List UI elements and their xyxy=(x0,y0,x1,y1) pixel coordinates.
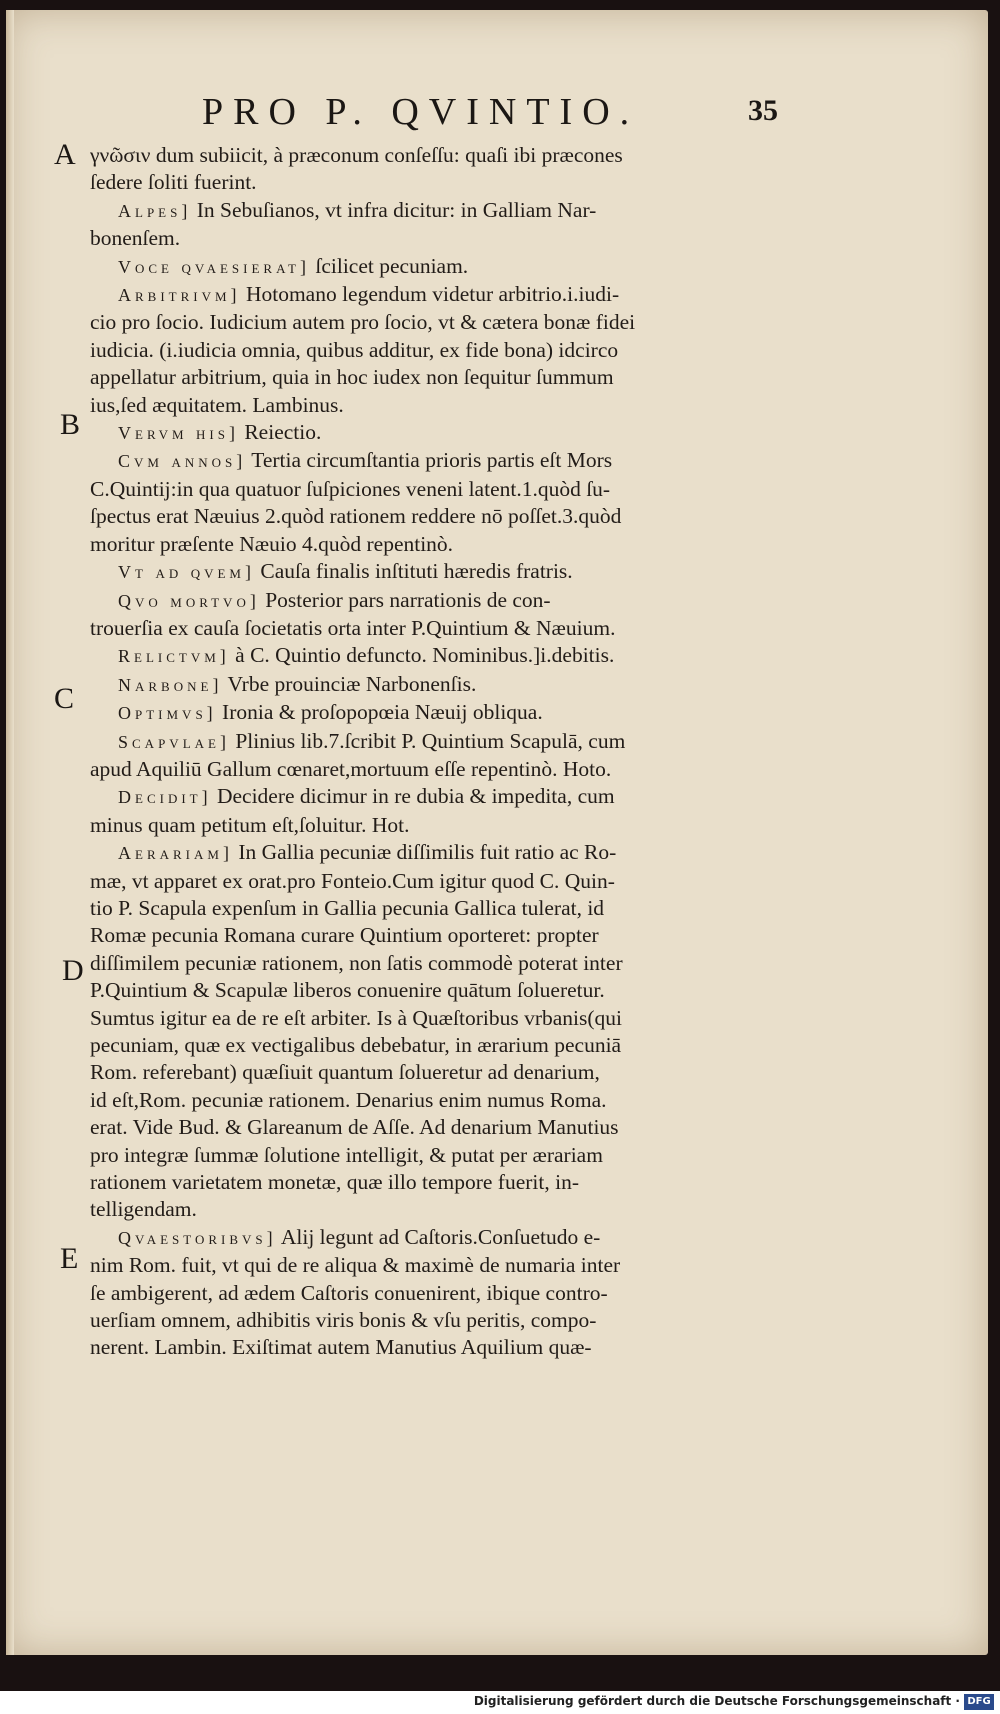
line-text: appellatur arbitrium, quia in hoc iudex non ſequitur ſummum xyxy=(90,365,614,390)
text-line xyxy=(90,1280,780,1307)
line-text: In Gallia pecuniæ diſſimilis fuit ratio ac Ro- xyxy=(232,840,617,865)
line-text: Sumtus igitur ea de re eſt arbiter. Is à Quæſtoribus vrbanis(qui xyxy=(90,1005,623,1030)
text-line xyxy=(90,642,780,670)
book-page xyxy=(6,10,988,1655)
dfg-logo: DFG xyxy=(964,1694,994,1710)
text-line xyxy=(90,699,780,727)
line-text: nerent. Lambin. Exiſtimat autem Manutius Aquilium quæ- xyxy=(90,1335,592,1360)
text-line xyxy=(90,392,780,419)
page-number: 35 xyxy=(748,94,778,127)
text-line xyxy=(90,447,780,475)
line-text: moritur præſente Næuio 4.quòd repentinò. xyxy=(90,531,454,556)
margin-letter-e: E xyxy=(60,1242,79,1275)
margin-letter-a: A xyxy=(54,138,76,171)
line-text: mæ, vt apparet ex orat.pro Fonteio.Cum igitur quod C. Quin- xyxy=(90,868,615,893)
commentary-text xyxy=(90,142,780,1362)
text-line xyxy=(90,868,780,895)
text-line xyxy=(90,1196,780,1223)
line-text: Decidere dicimur in re dubia & impedita, cum xyxy=(211,784,615,809)
line-text: trouerſia ex cauſa ſocietatis orta inter P.Quintium & Næuium. xyxy=(90,615,616,640)
text-line xyxy=(90,142,780,169)
lemma: Cvm annos] xyxy=(118,451,247,472)
text-line xyxy=(90,1334,780,1361)
text-line xyxy=(90,728,780,756)
text-line xyxy=(90,1114,780,1141)
page-header xyxy=(6,90,988,140)
text-line xyxy=(90,756,780,783)
lemma: Vervm his] xyxy=(118,423,239,444)
text-line xyxy=(90,1142,780,1169)
text-line xyxy=(90,977,780,1004)
text-line xyxy=(90,337,780,364)
line-text: diſſimilem pecuniæ rationem, non ſatis commodè poterat inter xyxy=(90,950,623,975)
line-text: C.Quintij:in qua quatuor ſuſpiciones veneni latent.1.quòd ſu- xyxy=(90,476,611,501)
text-line xyxy=(90,587,780,615)
text-line xyxy=(90,1005,780,1032)
line-text: cio pro ſocio. Iudicium autem pro ſocio, vt & cætera bonæ fidei xyxy=(90,310,636,335)
lemma: Optimvs] xyxy=(118,703,217,724)
line-text: pecuniam, quæ ex vectigalibus debebatur, in ærarium pecuniā xyxy=(90,1033,622,1057)
page-gutter xyxy=(6,10,14,1655)
line-text: bonenſem. xyxy=(90,226,181,251)
text-line xyxy=(90,419,780,447)
lemma: Scapvlae] xyxy=(118,731,230,752)
line-text: tio P. Scapula expenſum in Gallia pecunia Gallica tulerat, id xyxy=(90,895,605,920)
text-line xyxy=(90,950,780,977)
digitization-footer xyxy=(0,1691,1000,1714)
lemma: Narbone] xyxy=(118,674,223,695)
line-text: Tertia circumſtantia prioris partis eſt Mors xyxy=(246,448,613,473)
line-text: ius,ſed æquitatem. Lambinus. xyxy=(90,392,344,417)
running-title: PRO P. QVINTIO. xyxy=(202,91,640,133)
text-line xyxy=(90,225,780,252)
text-line xyxy=(90,922,780,949)
line-text: ſe ambigerent, ad ædem Caſtoris conuenirent, ibique contro- xyxy=(90,1280,608,1305)
line-text: Posterior pars narrationis de con- xyxy=(259,587,551,612)
line-text: Romæ pecunia Romana curare Quintium oporteret: propter xyxy=(90,923,599,948)
text-line xyxy=(90,1032,780,1059)
lemma: Qvaestoribvs] xyxy=(118,1227,277,1248)
margin-letter-c: C xyxy=(54,682,75,715)
lemma: Aerariam] xyxy=(118,843,233,864)
text-line xyxy=(90,1252,780,1279)
line-text: γνῶσιν dum subiicit, à præconum conſeſſu: quaſi ibi præcones xyxy=(90,143,623,167)
line-text: Rom. referebant) quæſiuit quantum ſolueretur ad denarium, xyxy=(90,1060,600,1085)
line-text: Cauſa finalis inſtituti hæredis fratris. xyxy=(255,559,573,584)
margin-letter-b: B xyxy=(60,408,81,441)
text-line xyxy=(90,364,780,391)
text-line xyxy=(90,309,780,336)
text-line xyxy=(90,253,780,281)
text-line xyxy=(90,503,780,530)
lemma: Qvo mortvo] xyxy=(118,590,260,611)
lemma: Voce qvaesierat] xyxy=(118,256,310,277)
line-text: P.Quintium & Scapulæ liberos conuenire quātum ſolueretur. xyxy=(90,978,605,1003)
text-line xyxy=(90,169,780,196)
footer-credit: Digitalisierung gefördert durch die Deutsche Forschungsgemeinschaft · xyxy=(473,1694,960,1708)
text-line xyxy=(90,1224,780,1252)
line-text: pro integræ ſummæ ſolutione intelligit, & putat per ærariam xyxy=(90,1142,603,1167)
line-text: erat. Vide Bud. & Glareanum de Aſſe. Ad denarium Manutius xyxy=(90,1115,619,1140)
line-text: ſedere ſoliti fuerint. xyxy=(90,170,257,195)
line-text: iudicia. (i.iudicia omnia, quibus additur, ex fide bona) idcirco xyxy=(90,337,619,362)
line-text: rationem varietatem monetæ, quæ illo tempore fuerit, in- xyxy=(90,1170,579,1195)
line-text: uerſiam omnem, adhibitis viris bonis & vſu peritis, compo- xyxy=(90,1308,597,1333)
text-line xyxy=(90,1087,780,1114)
line-text: Ironia & proſopopœia Næuij obliqua. xyxy=(216,700,543,725)
text-line xyxy=(90,812,780,839)
line-text: telligendam. xyxy=(90,1197,197,1222)
text-line xyxy=(90,197,780,225)
text-line xyxy=(90,839,780,867)
line-text: apud Aquiliū Gallum cœnaret,mortuum eſſe repentinò. Hoto. xyxy=(90,756,612,781)
line-text: Plinius lib.7.ſcribit P. Quintium Scapulā, cum xyxy=(229,728,626,753)
line-text: In Sebuſianos, vt infra dicitur: in Galliam Nar- xyxy=(191,197,597,222)
lemma: Relictvm] xyxy=(118,646,230,667)
text-line xyxy=(90,1059,780,1086)
line-text: Vrbe prouinciæ Narbonenſis. xyxy=(222,671,477,696)
margin-letter-d: D xyxy=(62,954,84,987)
line-text: à C. Quintio defuncto. Nominibus.]i.debitis. xyxy=(229,643,615,668)
line-text: minus quam petitum eſt,ſoluitur. Hot. xyxy=(90,812,410,837)
text-line xyxy=(90,671,780,699)
lemma: Alpes] xyxy=(118,200,192,221)
line-text: nim Rom. fuit, vt qui de re aliqua & maximè de numaria inter xyxy=(90,1253,621,1278)
line-text: id eſt,Rom. pecuniæ rationem. Denarius enim numus Roma. xyxy=(90,1087,607,1112)
line-text: Alij legunt ad Caſtoris.Conſuetudo e- xyxy=(276,1224,601,1249)
lemma: Arbitrivm] xyxy=(118,285,241,306)
text-line xyxy=(90,558,780,586)
text-line xyxy=(90,783,780,811)
text-line xyxy=(90,476,780,503)
line-text: Hotomano legendum videtur arbitrio.i.iudi- xyxy=(240,282,620,307)
text-line xyxy=(90,895,780,922)
lemma: Vt ad qvem] xyxy=(118,562,255,583)
text-line xyxy=(90,1169,780,1196)
text-line xyxy=(90,531,780,558)
text-line xyxy=(90,1307,780,1334)
text-line xyxy=(90,281,780,309)
lemma: Decidit] xyxy=(118,787,212,808)
line-text: ſcilicet pecuniam. xyxy=(309,253,469,278)
line-text: ſpectus erat Næuius 2.quòd rationem reddere nō poſſet.3.quòd xyxy=(90,504,622,529)
line-text: Reiectio. xyxy=(238,420,322,445)
text-line xyxy=(90,615,780,642)
